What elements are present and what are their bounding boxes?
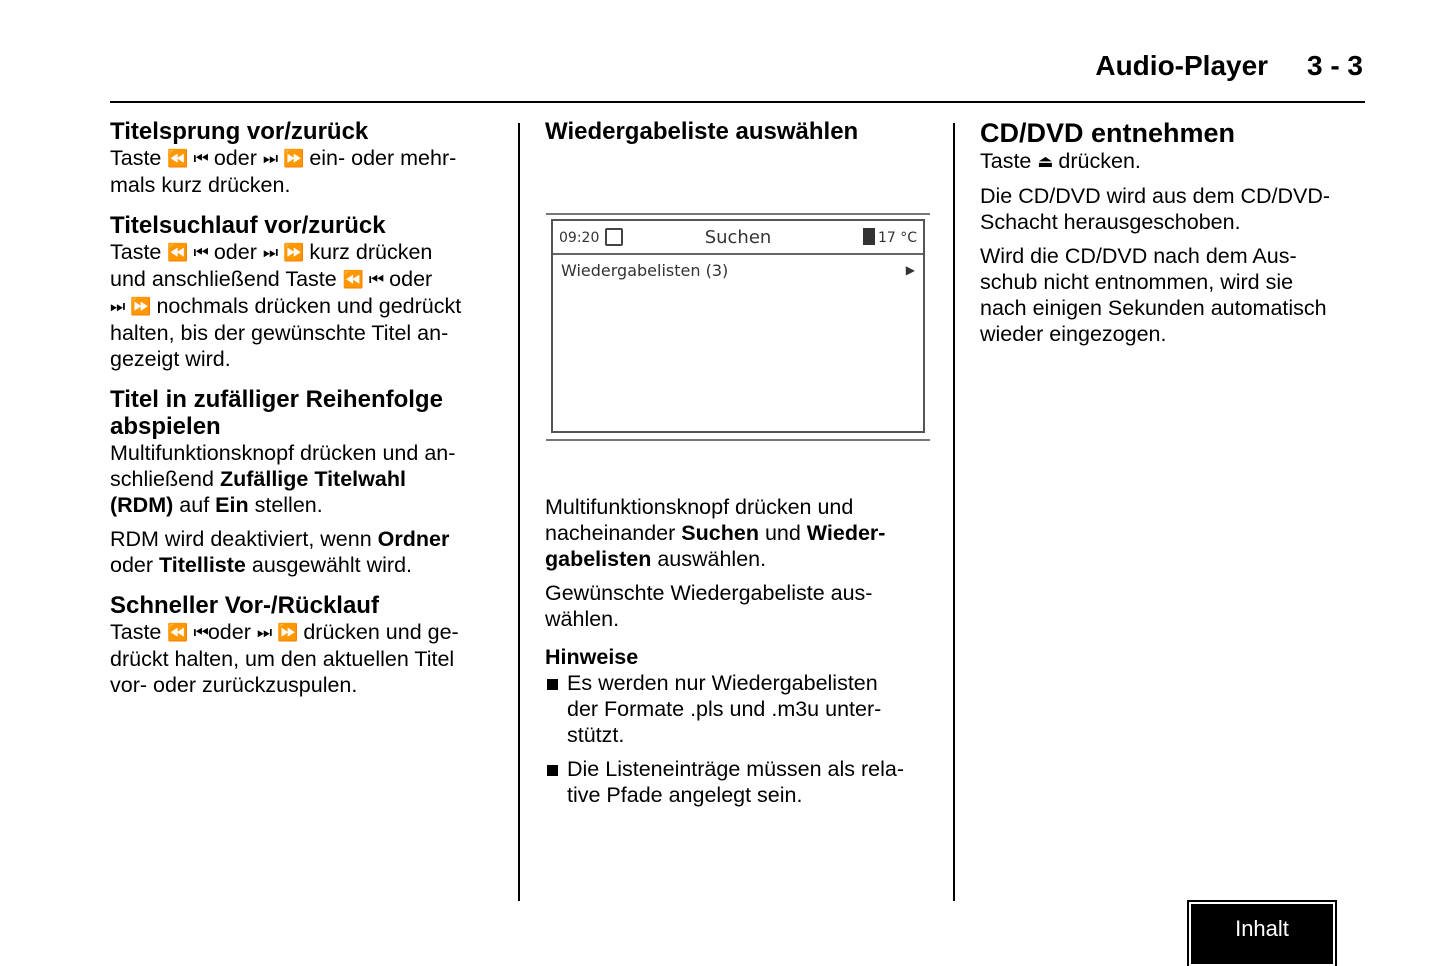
- text-line: Multifunktionsknopf drücken und an-: [110, 441, 456, 465]
- text-line: [110, 552, 505, 578]
- section-titelsuchlauf: [110, 212, 505, 372]
- page-number: 3 - 3: [1306, 50, 1363, 81]
- text-line: der Formate .pls und .m3u unter-: [567, 697, 882, 721]
- text: und: [764, 521, 801, 545]
- eject-icon: ⏏: [1037, 152, 1053, 171]
- text: Taste: [980, 149, 1032, 173]
- heading-cd-dvd: CD/DVD entnehmen: [980, 118, 1236, 148]
- fast-forward-icon: ⏩: [283, 243, 304, 262]
- text: oder: [207, 620, 251, 644]
- text-line: Gewünschte Wiedergabeliste aus-: [545, 581, 873, 605]
- text: drücken.: [1058, 149, 1141, 173]
- text-line: wieder eingezogen.: [980, 322, 1167, 346]
- text-line: stützt.: [567, 723, 625, 747]
- text-line: [110, 293, 505, 320]
- text-line: drückt halten, um den aktuellen Titel: [110, 647, 455, 671]
- heading-titelsprung: Titelsprung vor/zurück: [110, 118, 369, 145]
- next-track-icon: ⏭: [110, 297, 125, 316]
- text-line: [110, 266, 505, 293]
- text-line: Die CD/DVD wird aus dem CD/DVD-: [980, 184, 1331, 208]
- text: oder: [110, 553, 154, 577]
- text-line: Schacht herausgeschoben.: [980, 210, 1241, 234]
- text: kurz drücken: [309, 240, 433, 264]
- text-line: [110, 145, 505, 172]
- text: schließend: [110, 467, 214, 491]
- text-line: gezeigt wird.: [110, 347, 231, 371]
- section-schneller: [110, 592, 505, 698]
- text-line: Wird die CD/DVD nach dem Aus-: [980, 244, 1297, 268]
- text-line: [980, 148, 1370, 175]
- heading-wiedergabeliste: Wiedergabeliste auswählen: [545, 118, 859, 145]
- heading-zufall-2: abspielen: [110, 413, 221, 440]
- column-divider-2: [953, 123, 955, 901]
- bold-text: Zufällige Titelwahl: [219, 467, 406, 491]
- rewind-icon: ⏪: [167, 623, 188, 642]
- bold-text: Ordner: [377, 527, 450, 551]
- page-header: [1095, 50, 1363, 82]
- next-track-icon: ⏭: [262, 243, 278, 262]
- text-line: [110, 492, 505, 518]
- text: ein- oder mehr-: [309, 146, 457, 170]
- next-track-icon: ⏭: [256, 623, 272, 642]
- heading-titelsuchlauf: Titelsuchlauf vor/zurück: [110, 212, 386, 239]
- text: oder: [213, 240, 257, 264]
- fast-forward-icon: ⏩: [130, 297, 151, 316]
- display-screenshot: [551, 219, 925, 433]
- text: oder: [389, 267, 433, 291]
- text-line: nach einigen Sekunden automatisch: [980, 296, 1327, 320]
- column-divider-1: [518, 123, 520, 901]
- bold-text: Titelliste: [159, 553, 246, 577]
- fast-forward-icon: ⏩: [277, 623, 298, 642]
- text: auswählen.: [657, 547, 767, 571]
- text-line: Es werden nur Wiedergabelisten: [567, 671, 878, 695]
- column-left: [110, 118, 505, 712]
- text-line: Die Listeneinträge müssen als rela-: [567, 757, 904, 781]
- text-line: [545, 546, 940, 572]
- next-track-icon: ⏭: [262, 149, 278, 168]
- fast-forward-icon: ⏩: [283, 149, 304, 168]
- text: Taste: [110, 620, 162, 644]
- text-line: Multifunktionsknopf drücken und: [545, 495, 854, 519]
- bold-text: Ein: [215, 493, 249, 517]
- arrow-right-icon: ▶: [905, 263, 915, 277]
- list-item: [545, 756, 940, 808]
- text-line: [110, 466, 505, 492]
- screen-list-item: Wiedergabelisten (3): [561, 261, 729, 280]
- text: stellen.: [254, 493, 323, 517]
- rewind-icon: ⏪: [342, 270, 363, 289]
- bold-text: Suchen: [681, 521, 759, 545]
- section-titelsprung: [110, 118, 505, 198]
- text: nochmals drücken und gedrückt: [156, 294, 462, 318]
- rewind-icon: ⏪: [167, 243, 188, 262]
- rewind-icon: ⏪: [167, 149, 188, 168]
- text-line: mals kurz drücken.: [110, 173, 291, 197]
- list-item: [545, 670, 940, 748]
- bold-text: (RDM): [110, 493, 174, 517]
- previous-track-icon: ⏮: [193, 149, 208, 168]
- previous-track-icon: ⏮: [193, 243, 208, 262]
- heading-schneller: Schneller Vor-/Rücklauf: [110, 592, 379, 619]
- contents-button[interactable]: Inhalt: [1189, 902, 1335, 966]
- thermometer-icon: [863, 228, 875, 245]
- bold-text: Wieder-: [806, 521, 886, 545]
- text: auf: [179, 493, 210, 517]
- text: drücken und ge-: [303, 620, 459, 644]
- notes-list: [545, 670, 940, 808]
- column-middle-text: [545, 494, 940, 816]
- column-right: [980, 118, 1370, 347]
- text: Taste: [110, 240, 162, 264]
- text-line: vor- oder zurückzuspulen.: [110, 673, 358, 697]
- header-divider: [110, 101, 1365, 103]
- screen-time: 09:20: [559, 230, 600, 246]
- screen-status-bar: [553, 221, 923, 255]
- text: RDM wird deaktiviert, wenn: [110, 527, 372, 551]
- previous-track-icon: ⏮: [193, 623, 208, 642]
- text-line: tive Pfade angelegt sein.: [567, 783, 803, 807]
- text-line: [545, 520, 940, 546]
- column-middle: [545, 118, 940, 145]
- section-zufall: [110, 386, 505, 578]
- screen-title: Suchen: [704, 227, 772, 248]
- section-title: Audio-Player: [1095, 50, 1269, 81]
- text: oder: [213, 146, 257, 170]
- previous-track-icon: ⏮: [368, 270, 384, 289]
- text: und anschließend Taste: [110, 267, 337, 291]
- text-line: halten, bis der gewünschte Titel an-: [110, 321, 449, 345]
- screen-temperature: 17 °C: [877, 230, 917, 246]
- text: ausgewählt wird.: [251, 553, 412, 577]
- text-line: wählen.: [545, 607, 620, 631]
- text-line: [110, 526, 505, 552]
- heading-hinweise: Hinweise: [545, 645, 639, 669]
- text: Taste: [110, 146, 162, 170]
- text-line: [110, 239, 505, 266]
- heading-zufall-1: Titel in zufälliger Reihenfolge: [110, 386, 443, 413]
- text: nacheinander: [545, 521, 676, 545]
- bold-text: gabelisten: [545, 547, 652, 571]
- text-line: [110, 619, 505, 646]
- text-line: schub nicht entnommen, wird sie: [980, 270, 1294, 294]
